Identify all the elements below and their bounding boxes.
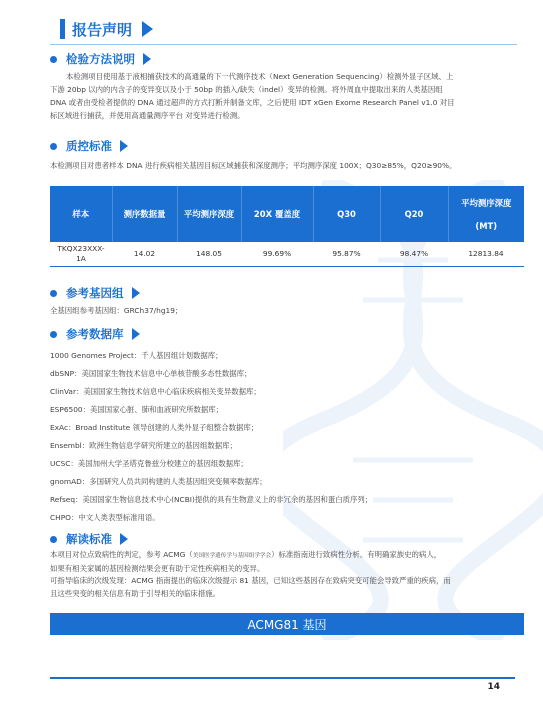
ref-genome-text: 全基因组参考基因组：GRCh37/hg19； bbox=[50, 306, 183, 315]
header-triangle-icon bbox=[142, 21, 153, 37]
cell-q20: 98.47% bbox=[380, 242, 448, 267]
list-item: Ensembl：欧洲生物信息学研究所建立的基因组数据库； bbox=[50, 441, 237, 450]
interpretation-line: 可指导临床的次级发现：ACMG 指南提出的临床次级提示 81 基因，已知这些基因存在致病突变可能会导致严重的疾病，而 bbox=[50, 576, 451, 585]
cell-sample-line: 1A bbox=[76, 254, 86, 263]
header-accent-bar bbox=[60, 19, 65, 39]
bullet-dot-icon bbox=[50, 143, 57, 150]
method-paragraph bbox=[50, 70, 510, 122]
page-number: 14 bbox=[487, 682, 500, 692]
list-item: ESP6500：美国国家心脏、肺和血液研究所数据库； bbox=[50, 405, 224, 414]
col-header-mt bbox=[448, 186, 524, 242]
col-header-line: 平均测序深度 bbox=[461, 198, 512, 208]
section-triangle-icon bbox=[132, 328, 140, 340]
col-header: Q30 bbox=[313, 186, 380, 242]
table-row bbox=[50, 242, 524, 267]
section-method-heading bbox=[50, 51, 151, 67]
cell-data-volume: 14.02 bbox=[112, 242, 177, 267]
qc-table bbox=[50, 186, 524, 267]
col-header: Q20 bbox=[380, 186, 448, 242]
section-title: 参考基因组 bbox=[66, 286, 124, 300]
col-header: 平均测序深度 bbox=[177, 186, 241, 242]
section-title: 质控标准 bbox=[66, 139, 112, 153]
qc-description: 本检测项目对患者样本 DNA 进行疾病相关基因目标区域捕获和深度测序；平均测序深度 100X；Q30≥85%，Q20≥90%。 bbox=[50, 161, 457, 170]
method-line: DNA 或者由受检者提供的 DNA 通过超声的方式打断并制备文库，之后使用 IDT xGen Exome Research Panel v1.0 对目 bbox=[50, 98, 455, 107]
interpretation-line: 本项目对位点致病性的判定，参考 ACMG（美国医学遗传学与基因组学学会）标准指南进行致病性分析。有明确家族史的病人， bbox=[50, 550, 442, 559]
section-triangle-icon bbox=[143, 53, 151, 65]
list-item: dbSNP：美国国家生物技术信息中心单核苷酸多态性数据库； bbox=[50, 369, 252, 378]
list-item: 1000 Genomes Project：千人基因组计划数据库； bbox=[50, 351, 223, 360]
cell-sample-line: TKQX23XXX- bbox=[57, 244, 105, 253]
cell-q30: 95.87% bbox=[313, 242, 380, 267]
list-item: ClinVar：美国国家生物技术信息中心临床疾病相关变异数据库； bbox=[50, 387, 261, 396]
section-ref-genome-heading bbox=[50, 285, 140, 301]
footer-divider bbox=[50, 677, 515, 679]
section-interpretation-heading bbox=[50, 531, 128, 547]
section-title: 检验方法说明 bbox=[66, 52, 135, 66]
page-title: 报告声明 bbox=[72, 20, 133, 39]
cell-mt-depth: 12813.84 bbox=[448, 242, 524, 267]
interpretation-line: 如果有相关家属的基因检测结果会更有助于定性疾病相关的变异。 bbox=[50, 563, 265, 573]
col-header: 样本 bbox=[50, 186, 112, 242]
bullet-dot-icon bbox=[50, 331, 57, 338]
method-line: 本检测项目使用基于液相捕获技术的高通量的下一代测序技术（Next Generation Sequencing）检测外显子区域、上 bbox=[66, 72, 454, 81]
page-header bbox=[60, 16, 153, 42]
interpretation-paragraph bbox=[50, 549, 530, 600]
method-line: 标区域进行捕获，并使用高通量测序平台 对变异进行检测。 bbox=[50, 111, 245, 120]
section-title: 解读标准 bbox=[66, 532, 112, 546]
col-header: 测序数据量 bbox=[112, 186, 177, 242]
bullet-dot-icon bbox=[50, 536, 57, 543]
list-item: gnomAD：多国研究人员共同构建的人类基因组突变频率数据库； bbox=[50, 477, 267, 486]
list-item: CHPO：中文人类表型标准用语。 bbox=[50, 513, 160, 522]
cell-cov20x: 99.69% bbox=[241, 242, 313, 267]
acmg-fullname: 美国医学遗传学与基因组学学会 bbox=[192, 553, 272, 559]
bullet-dot-icon bbox=[50, 290, 57, 297]
col-header: 20X 覆盖度 bbox=[241, 186, 313, 242]
header-divider bbox=[50, 44, 517, 45]
method-line: 下游 20bp 以内的内含子的变异变以及小于 50bp 的插入/缺失（indel）变异的检测。将外周血中提取出来的人类基因组 bbox=[50, 85, 443, 94]
section-ref-db-heading bbox=[50, 326, 140, 342]
section-title: 参考数据库 bbox=[66, 327, 124, 341]
col-header-line: (MT) bbox=[475, 221, 498, 231]
list-item: ExAc：Broad Institute 领导创建的人类外显子组整合数据库； bbox=[50, 423, 259, 432]
cell-avg-depth: 148.05 bbox=[177, 242, 241, 267]
qc-table-header-row bbox=[50, 186, 524, 242]
section-triangle-icon bbox=[120, 140, 128, 152]
interpretation-line: 且这些突变的相关信息有助于引导相关的临床措施。 bbox=[50, 588, 220, 598]
section-triangle-icon bbox=[132, 287, 140, 299]
list-item: Refseq：美国国家生物信息技术中心(NCBI)提供的具有生物意义上的非冗余的基因和蛋白质序列； bbox=[50, 495, 373, 504]
section-triangle-icon bbox=[120, 533, 128, 545]
list-item: UCSC：美国加州大学圣塔克鲁兹分校建立的基因组数据库； bbox=[50, 459, 248, 468]
section-qc-heading bbox=[50, 138, 128, 154]
cell-sample bbox=[50, 242, 112, 267]
acmg81-banner: ACMG81 基因 bbox=[50, 613, 524, 635]
bullet-dot-icon bbox=[50, 56, 57, 63]
